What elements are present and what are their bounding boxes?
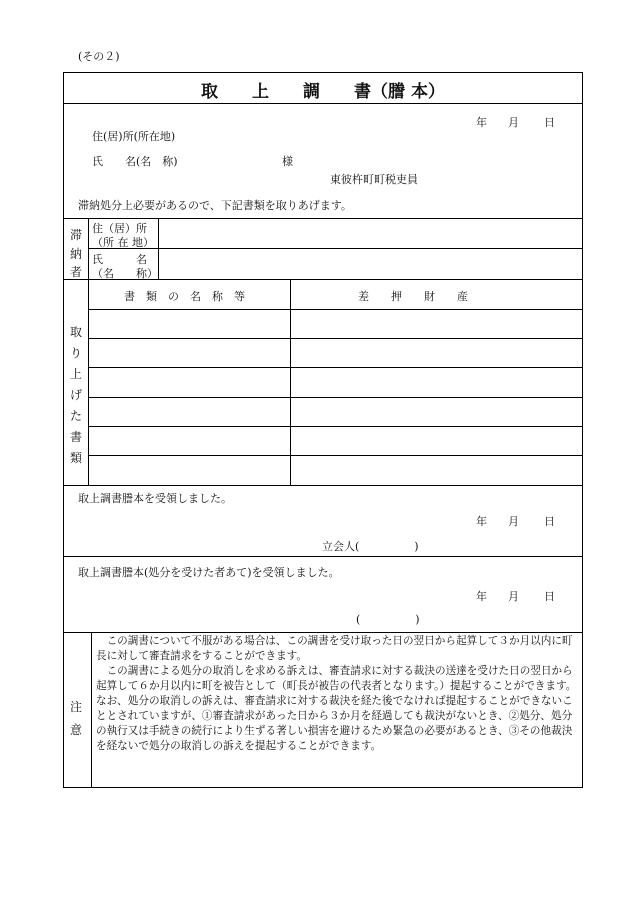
receipt1-month: 月 bbox=[508, 515, 519, 528]
address-label: 住(居)所(所在地) bbox=[92, 130, 176, 143]
receipt2-year: 年 bbox=[476, 590, 487, 603]
divider bbox=[63, 218, 583, 219]
date-month: 月 bbox=[508, 116, 519, 129]
delinquent-address-line2: （所 在 地） bbox=[92, 236, 154, 249]
divider bbox=[88, 397, 583, 398]
receipt1-day: 日 bbox=[544, 515, 555, 528]
col-header-seized-property: 差 押 財 産 bbox=[358, 290, 468, 303]
date-day: 日 bbox=[544, 116, 555, 129]
divider bbox=[290, 279, 291, 485]
receipt2-day: 日 bbox=[544, 590, 555, 603]
name-label: 氏 名(名 称) bbox=[92, 155, 178, 168]
date-year: 年 bbox=[476, 116, 487, 129]
receipt1-year: 年 bbox=[476, 515, 487, 528]
documents-side-label: 取り上げた書類 bbox=[69, 325, 82, 465]
delinquent-side-label: 滞納者 bbox=[69, 228, 82, 280]
divider bbox=[88, 367, 583, 368]
col-header-documents: 書 類 の 名 称 等 bbox=[124, 290, 245, 303]
divider bbox=[88, 309, 583, 310]
receipt1-text: 取上調書謄本を受領しました。 bbox=[78, 492, 232, 505]
issuer-label: 東彼杵町町税吏員 bbox=[330, 173, 418, 186]
divider bbox=[88, 248, 583, 249]
page-title: 取 上 調 書（謄 本） bbox=[201, 82, 445, 102]
divider bbox=[88, 426, 583, 427]
receipt2-text: 取上調書謄本(処分を受けた者あて)を受領しました。 bbox=[78, 566, 340, 579]
notice-para-2: この調書による処分の取消しを求める訴えは、審査請求に対する裁決の送達を受けた日の翌日から起算して６か月以内に町を被告として（町長が被告の代表者となります。）提起することができます。なお、処分の取消しの訴えは、審査請求に対する裁決を経た後でなければ提起することができないこととされていますが、①審査請求があった日から３か月を経過しても裁決がないとき、②処分、処分の執行又は手続きの続行により生ずる著しい損害を避けるため緊急の必要があるとき、③その他裁決を経ないで処分の取消しの訴えを提起することができます。 bbox=[96, 665, 577, 752]
divider bbox=[88, 455, 583, 456]
delinquent-address-line1: 住（居）所 bbox=[92, 222, 147, 235]
receipt2-month: 月 bbox=[508, 590, 519, 603]
delinquent-name-line2: （名 称） bbox=[92, 267, 158, 280]
receipt2-paren: ( ) bbox=[356, 613, 420, 626]
sama-label: 様 bbox=[282, 155, 293, 168]
page-label: (その２) bbox=[78, 50, 120, 63]
notice-para-1: この調書について不服がある場合は、この調書を受け取った日の翌日から起算して３か月以内に町長に対して審査請求をすることができます。 bbox=[96, 635, 573, 662]
divider bbox=[63, 485, 583, 486]
divider bbox=[88, 218, 89, 485]
divider bbox=[88, 338, 583, 339]
divider bbox=[91, 632, 92, 788]
notice-text bbox=[96, 634, 580, 754]
witness-label: 立会人( ) bbox=[322, 540, 419, 553]
divider bbox=[63, 103, 583, 104]
intro-text: 滞納処分上必要があるので、下記書類を取りあげます。 bbox=[78, 199, 352, 212]
divider bbox=[63, 556, 583, 557]
divider bbox=[63, 632, 583, 633]
notice-side-label: 注意 bbox=[69, 700, 82, 737]
delinquent-name-line1: 氏 名 bbox=[92, 253, 147, 266]
divider bbox=[158, 218, 159, 279]
